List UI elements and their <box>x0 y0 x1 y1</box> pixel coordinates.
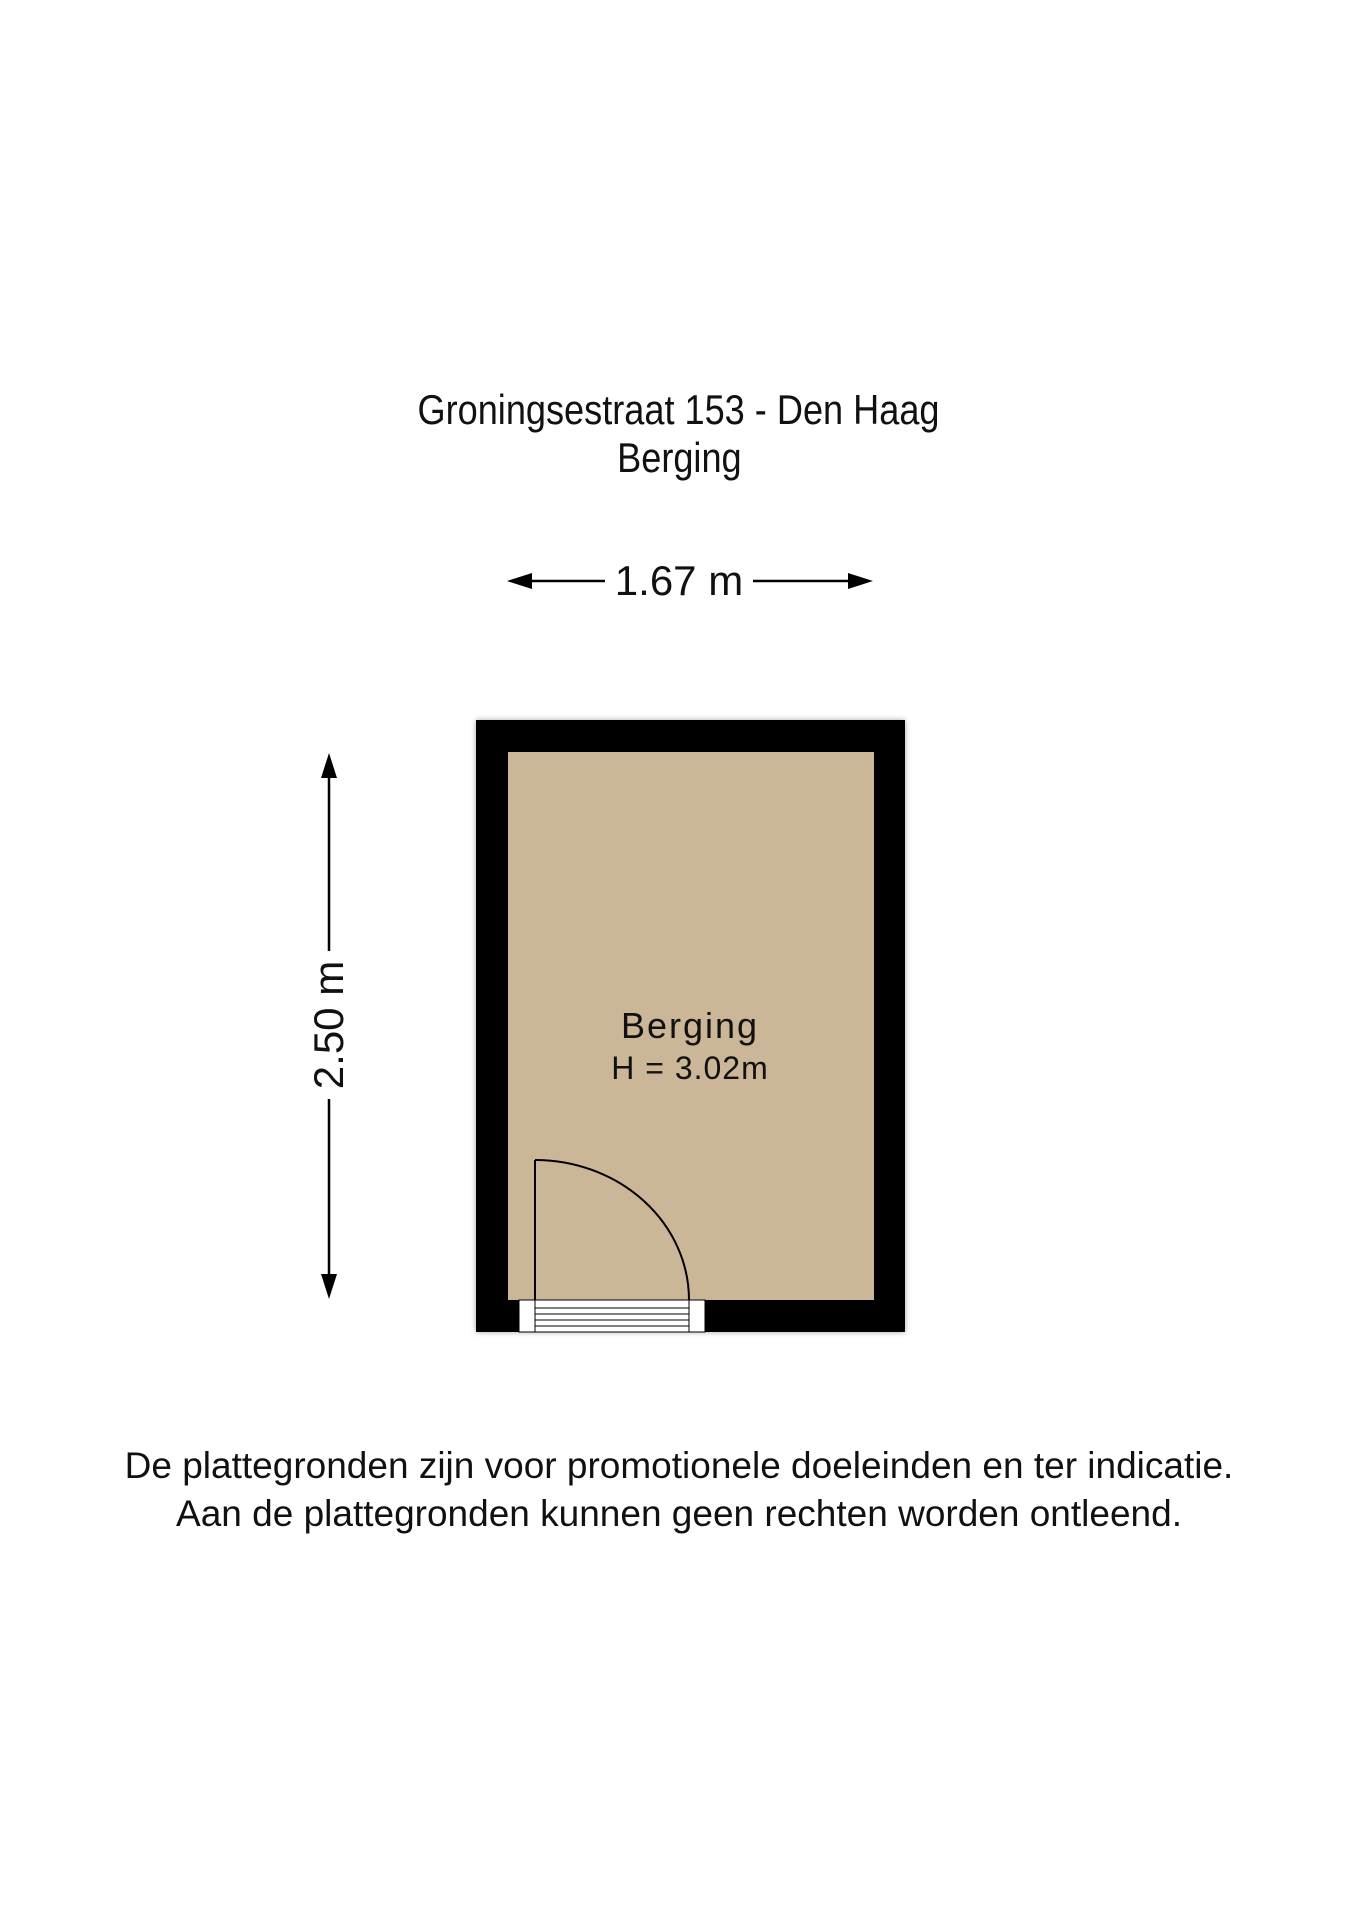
disclaimer-line-1: De plattegronden zijn voor promotionele doeleinden en ter indicatie. <box>124 1445 1234 1486</box>
disclaimer-line-2: Aan de plattegronden kunnen geen rechten worden ontleend. <box>176 1493 1182 1534</box>
depth-label: 2.50 m <box>305 951 352 1099</box>
room-height: H = 3.02m <box>611 1050 769 1086</box>
width-dimension <box>0 557 1358 605</box>
floor-text: Berging <box>616 434 742 481</box>
width-label: 1.67 m <box>605 557 753 604</box>
door-threshold <box>519 1300 705 1332</box>
depth-dimension <box>305 925 353 1125</box>
room-name: Berging <box>620 1005 760 1046</box>
address-text: Groningsestraat 153 - Den Haag <box>417 386 941 433</box>
